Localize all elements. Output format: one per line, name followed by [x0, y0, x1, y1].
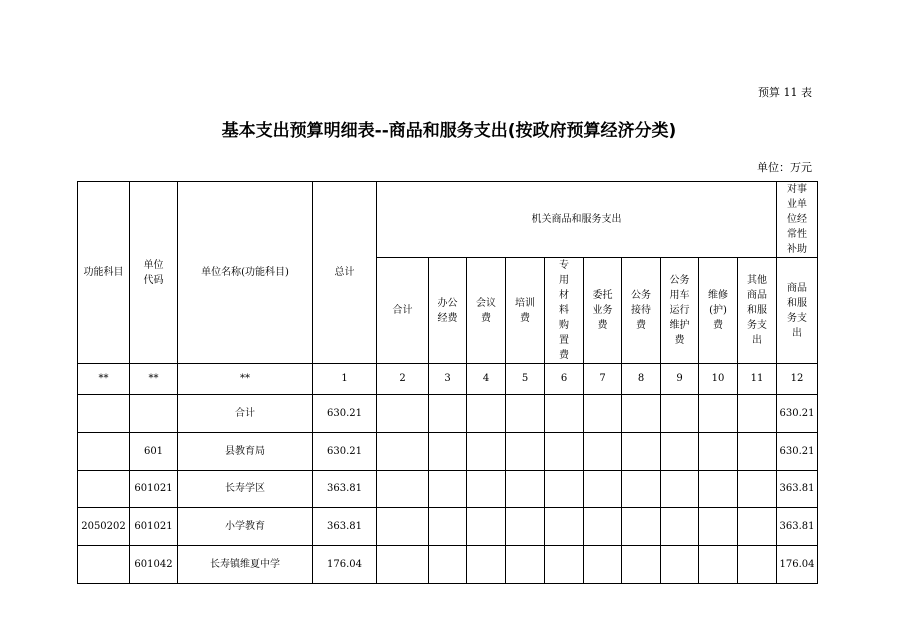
header-subsidy-goods: 商品和服务支出 — [777, 258, 818, 364]
header-org-goods-services: 机关商品和服务支出 — [377, 182, 777, 258]
header-func-subject: 功能科目 — [78, 182, 130, 364]
subsidy-cell: 363.81 — [777, 471, 818, 508]
unit-name-cell: 县教育局 — [178, 433, 313, 471]
header-office: 办公经费 — [429, 258, 467, 364]
func-subject-cell — [78, 395, 130, 433]
header-special-material: 专用材料购置费 — [545, 258, 584, 364]
index-cell: ** — [130, 364, 178, 395]
header-unit-name: 单位名称(功能科目) — [178, 182, 313, 364]
total-cell: 630.21 — [313, 433, 377, 471]
unit-code-cell: 601021 — [130, 471, 178, 508]
total-cell: 363.81 — [313, 508, 377, 546]
index-cell: 8 — [622, 364, 661, 395]
subsidy-cell: 363.81 — [777, 508, 818, 546]
index-cell: 6 — [545, 364, 584, 395]
header-repair: 维修(护)费 — [699, 258, 738, 364]
unit-code-cell — [130, 395, 178, 433]
header-training: 培训费 — [506, 258, 545, 364]
index-cell: ** — [78, 364, 130, 395]
index-cell: 1 — [313, 364, 377, 395]
header-meeting: 会议费 — [467, 258, 506, 364]
header-reception: 公务接待费 — [622, 258, 661, 364]
header-total: 总计 — [313, 182, 377, 364]
table-row — [78, 508, 818, 546]
total-cell: 630.21 — [313, 395, 377, 433]
unit-name-cell: 合计 — [178, 395, 313, 433]
unit-code-cell: 601021 — [130, 508, 178, 546]
page-title: 基本支出预算明细表--商品和服务支出(按政府预算经济分类) — [221, 121, 677, 141]
header-other: 其他商品和服务支出 — [738, 258, 777, 364]
unit-name-cell: 长寿学区 — [178, 471, 313, 508]
header-vehicle: 公务用车运行维护费 — [661, 258, 699, 364]
func-subject-cell — [78, 546, 130, 584]
index-cell: 11 — [738, 364, 777, 395]
header-public-institution-subsidy: 对事业单位经常性补助 — [777, 182, 818, 258]
table-row — [78, 546, 818, 584]
subsidy-cell: 630.21 — [777, 395, 818, 433]
index-cell: 5 — [506, 364, 545, 395]
table-row — [78, 471, 818, 508]
index-cell: 7 — [584, 364, 622, 395]
table-row — [78, 433, 818, 471]
index-cell: 10 — [699, 364, 738, 395]
unit-label: 单位：万元 — [757, 161, 812, 174]
index-row — [78, 364, 818, 395]
subsidy-cell: 176.04 — [777, 546, 818, 584]
unit-code-cell: 601042 — [130, 546, 178, 584]
index-cell: 2 — [377, 364, 429, 395]
header-unit-code: 单位代码 — [130, 182, 178, 364]
header-entrusted: 委托业务费 — [584, 258, 622, 364]
func-subject-cell — [78, 471, 130, 508]
subsidy-cell: 630.21 — [777, 433, 818, 471]
total-cell: 363.81 — [313, 471, 377, 508]
func-subject-cell — [78, 433, 130, 471]
index-cell: 12 — [777, 364, 818, 395]
index-cell: 3 — [429, 364, 467, 395]
func-subject-cell: 2050202 — [78, 508, 130, 546]
index-cell: 4 — [467, 364, 506, 395]
index-cell: 9 — [661, 364, 699, 395]
index-cell: ** — [178, 364, 313, 395]
total-cell: 176.04 — [313, 546, 377, 584]
unit-code-cell: 601 — [130, 433, 178, 471]
budget-table — [77, 181, 818, 584]
header-subtotal: 合计 — [377, 258, 429, 364]
unit-name-cell: 长寿镇维夏中学 — [178, 546, 313, 584]
unit-name-cell: 小学教育 — [178, 508, 313, 546]
table-row — [78, 395, 818, 433]
page-number: 预算 11 表 — [758, 86, 812, 99]
